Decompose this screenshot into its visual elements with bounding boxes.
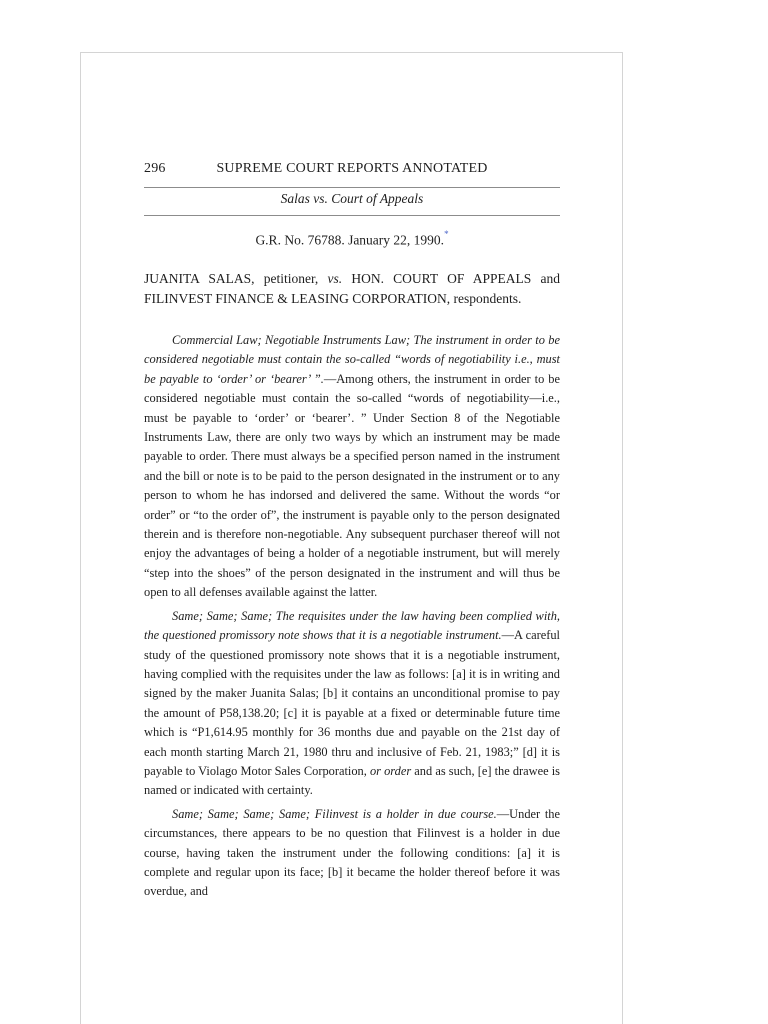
syllabus-heading: Same; Same; Same; The requisites under the law having been complied with, the questioned promissory note shows that it is a negotiable instrument. — [144, 608, 560, 643]
page-number: 296 — [144, 161, 166, 176]
syllabus-body: —Under the circumstances, there appears to be no question that Filinvest is a holder in due course, having taken the instrument under the following conditions: [a] it is complete and regular upon its face; [b] it became the holder thereof before it was overdue, and — [144, 806, 560, 899]
syllabus-paragraph — [144, 607, 560, 801]
syllabus-body: —A careful study of the questioned promissory note shows that it is a negotiable instrument, having complied with the requisites under the law as follows: [a] it is in writing and signed by the maker Juanita Salas; [b] it contains an unconditional promise to pay the amount of P58,138.20; [c] it is payable at a fixed or determinable future time which is “P1,614.95 monthly for 36 months due and payable on the 21st day of each month starting March 21, 1980 thru and inclusive of Feb. 21, 1983;” [d] it is payable to Violago Motor Sales Corporation, — [144, 628, 560, 778]
syllabus-body-italic: or order — [369, 763, 412, 778]
case-short-title: Salas vs. Court of Appeals — [280, 191, 424, 206]
syllabus-heading: Commercial Law; Negotiable Instruments Law; The instrument in order to be considered negotiable must contain the so-called “words of negotiability i.e., must be payable to ‘order’ or ‘bearer’ ”. — [144, 333, 560, 386]
syllabus — [144, 331, 560, 902]
syllabus-body-continued: and as such, [e] the drawee is named or indicated with certainty. — [144, 763, 560, 798]
syllabus-paragraph — [144, 331, 560, 603]
syllabus-heading: Same; Same; Same; Same; Filinvest is a holder in due course. — [172, 806, 497, 821]
gr-number-date: G.R. No. 76788. January 22, 1990. — [255, 232, 445, 248]
versus-text: vs. — [327, 271, 343, 286]
journal-title: SUPREME COURT REPORTS ANNOTATED — [216, 161, 488, 176]
gr-number-line — [144, 231, 560, 251]
document-page — [80, 52, 623, 1024]
respondents-text: HON. COURT OF APPEALS and FILINVEST FINANCE & LEASING CORPORATION, respondents. — [144, 271, 561, 306]
footnote-link[interactable]: * — [444, 229, 449, 239]
petitioner-text: JUANITA SALAS, petitioner, — [144, 271, 328, 286]
running-header — [144, 161, 560, 181]
syllabus-paragraph — [144, 805, 560, 902]
page-content — [144, 161, 560, 906]
case-parties — [144, 269, 560, 309]
header-rule-top — [144, 187, 560, 188]
header-rule-bottom — [144, 215, 560, 216]
syllabus-body: —Among others, the instrument in order to be considered negotiable must contain the so-called “words of negotiability—i.e., must be payable to ‘order’ or ‘bearer’. ” Under Section 8 of the Negotiable Instruments Law, there are only two ways by which an instrument may be made payable to order. There must always be a specified person named in the instrument and the bill or note is to be paid to the person designated in the instrument or to any person to whom he has indorsed and delivered the same. Without the words “or order” or “to the order of”, the instrument is payable only to the person designated therein and is therefore non-negotiable. Any subsequent purchaser thereof will not enjoy the advantages of being a holder of a negotiable instrument, but will merely “step into the shoes” of the person designated in the instrument and will thus be open to all defenses available against the latter. — [144, 371, 560, 600]
